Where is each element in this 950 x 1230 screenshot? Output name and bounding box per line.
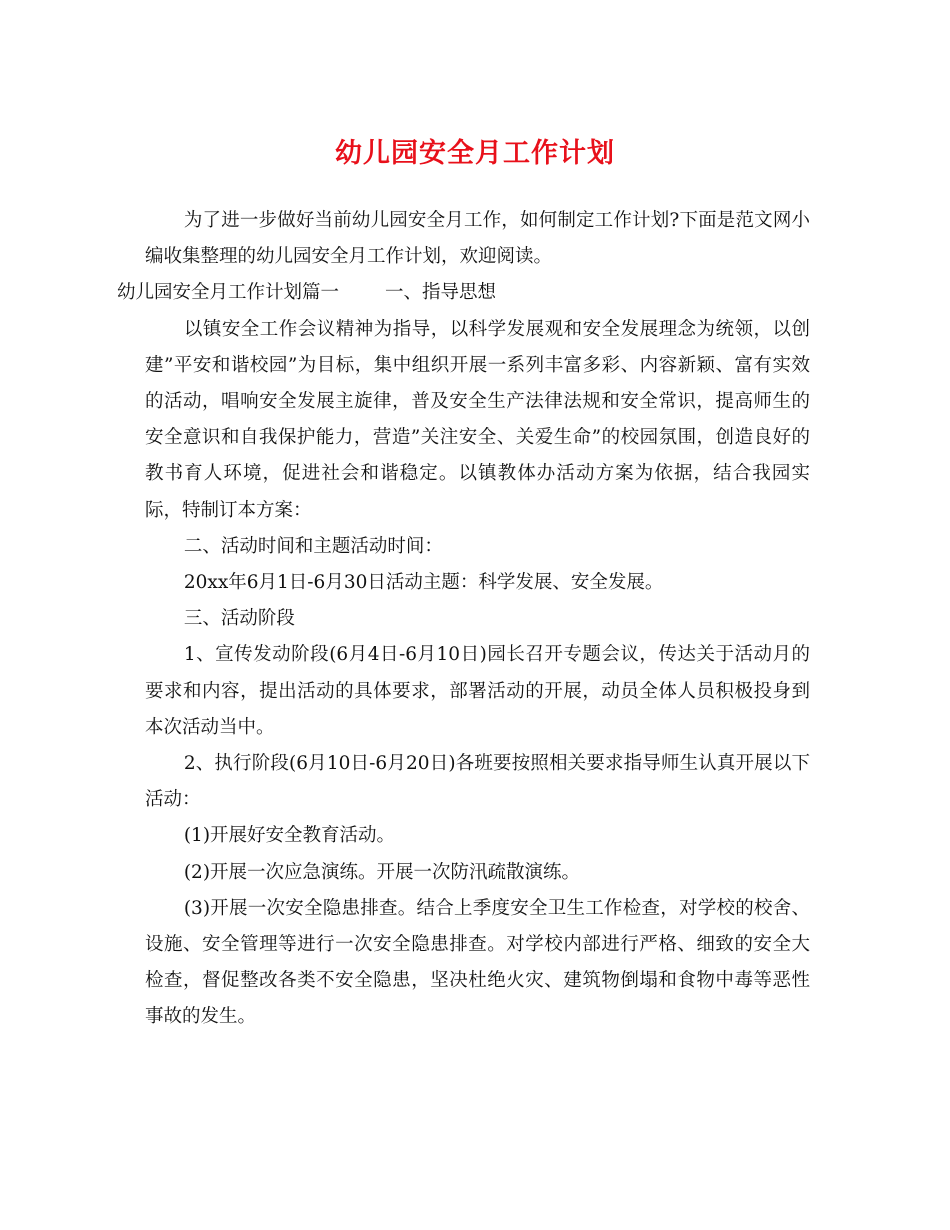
section2-body: 20xx年6月1日-6月30日活动主题：科学发展、安全发展。 [183,572,664,594]
list-item-3: (3)开展一次安全隐患排查。结合上季度安全卫生工作检查，对学校的校舍、设施、安全管理等进行一次安全隐患排查。对学校内部进行严格、细致的安全大检查，督促整改各类不安全隐患，坚决杜绝火灾、建筑物倒塌和食物中毒等恶性事故的发生。 [145,897,810,1028]
intro-paragraph: 为了进一步做好当前幼儿园安全月工作，如何制定工作计划?下面是范文网小编收集整理的幼儿园安全月工作计划，欢迎阅读。 [145,210,810,268]
section1-heading: 一、指导思想 [385,282,497,304]
list-item-2: (2)开展一次应急演练。开展一次防汛疏散演练。 [183,861,581,883]
part-heading-line [117,275,810,311]
part-label: 幼儿园安全月工作计划篇一 [117,282,340,304]
section1-body: 以镇安全工作会议精神为指导，以科学发展观和安全发展理念为统领，以创建”平安和谐校园”为目标，集中组织开展一系列丰富多彩、内容新颖、富有实效的活动，唱响安全发展主旋律，普及安全生产法律法规和安全常识，提高师生的安全意识和自我保护能力，营造”关注安全、关爱生命”的校园氛围，创造良好的教书育人环境，促进社会和谐稳定。以镇教体办活动方案为依据，结合我园实际，特制订本方案： [145,318,810,521]
stage2-paragraph: 2、执行阶段(6月10日-6月20日)各班要按照相关要求指导师生认真开展以下活动： [145,753,810,811]
section3-heading: 三、活动阶段 [183,608,295,630]
document-body [117,203,810,1036]
list-item-1: (1)开展好安全教育活动。 [183,825,396,847]
document-title: 幼儿园安全月工作计划 [335,138,615,169]
section2-heading: 二、活动时间和主题活动时间： [183,535,443,557]
stage1-paragraph: 1、宣传发动阶段(6月4日-6月10日)园长召开专题会议，传达关于活动月的要求和内容，提出活动的具体要求，部署活动的开展，动员全体人员积极投身到本次活动当中。 [145,644,810,738]
